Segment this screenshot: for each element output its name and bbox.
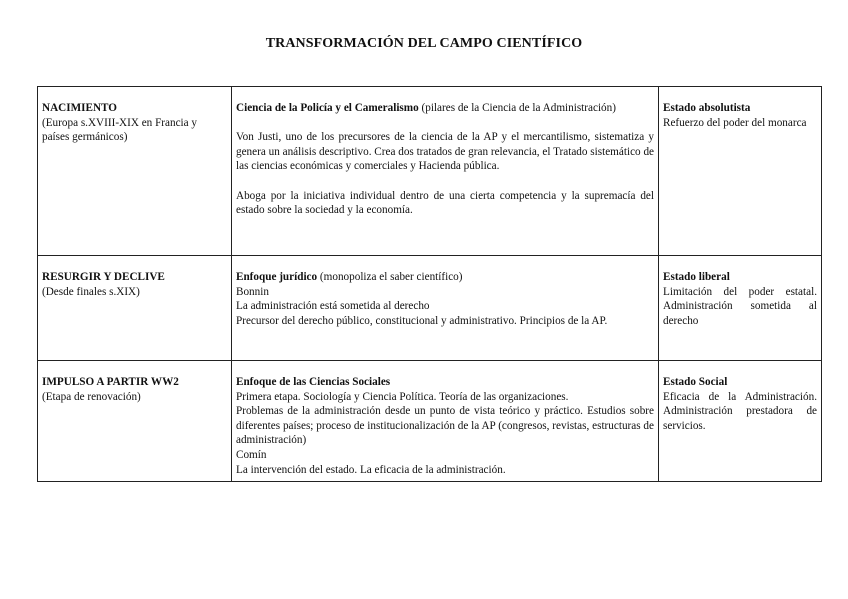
approach-line: Precursor del derecho público, constitucional y administrativo. Principios de la AP. [236, 314, 608, 327]
stage-detail: (Desde finales s.XIX) [42, 285, 140, 298]
approach-cell [232, 361, 659, 482]
approach-title: Enfoque de las Ciencias Sociales [236, 376, 391, 388]
table-row [38, 87, 822, 256]
state-text: Limitación del poder estatal. Administración sometida al derecho [663, 285, 817, 327]
approach-line: Problemas de la administración desde un punto de vista teórico y práctico. Estudios sobre diferentes países; proceso de institucionalización de la AP (congresos, revistas, estructuras de administración) [236, 405, 654, 447]
approach-heading [236, 101, 654, 116]
state-title: Estado liberal [663, 271, 730, 283]
state-cell [659, 87, 822, 256]
approach-cell [232, 87, 659, 256]
approach-heading [236, 270, 654, 285]
approach-title: Enfoque jurídico [236, 271, 318, 283]
science-transformation-table [37, 86, 822, 482]
approach-line: La intervención del estado. La eficacia de la administración. [236, 463, 506, 476]
approach-paragraph: Aboga por la iniciativa individual dentro de una cierta competencia y la supremacía del estado sobre la sociedad y la economía. [236, 189, 654, 217]
approach-line: Primera etapa. Sociología y Ciencia Política. Teoría de las organizaciones. [236, 390, 569, 403]
stage-cell [38, 87, 232, 256]
page-title: TRANSFORMACIÓN DEL CAMPO CIENTÍFICO [265, 36, 583, 51]
state-text: Refuerzo del poder del monarca [663, 116, 807, 129]
approach-line: Comín [236, 448, 267, 461]
stage-title: NACIMIENTO [42, 102, 118, 114]
stage-title: IMPULSO A PARTIR WW2 [42, 376, 179, 388]
approach-line: La administración está sometida al derecho [236, 300, 430, 313]
approach-note: (pilares de la Ciencia de la Administración) [418, 102, 616, 114]
state-cell [659, 361, 822, 482]
table-row [38, 256, 822, 361]
approach-cell [232, 256, 659, 361]
state-text: Eficacia de la Administración. Administración prestadora de servicios. [663, 390, 817, 432]
approach-title: Ciencia de la Policía y el Cameralismo [236, 102, 419, 114]
approach-paragraph: Von Justi, uno de los precursores de la ciencia de la AP y el mercantilismo, sistematiza y genera un análisis descriptivo. Crea dos tratados de gran relevancia, el Tratado sistemático de las ciencias económicas y comerciales y Hacienda pública. [236, 131, 654, 173]
state-title: Estado absolutista [663, 102, 751, 114]
stage-detail: (Etapa de renovación) [42, 390, 141, 403]
approach-line: Bonnin [236, 285, 269, 298]
state-cell [659, 256, 822, 361]
stage-title: RESURGIR Y DECLIVE [42, 271, 165, 283]
stage-cell [38, 256, 232, 361]
table-row [38, 361, 822, 482]
stage-detail: (Europa s.XVIII-XIX en Francia y países germánicos) [42, 116, 198, 144]
state-title: Estado Social [663, 376, 728, 388]
stage-cell [38, 361, 232, 482]
approach-note: (monopoliza el saber científico) [317, 271, 463, 283]
